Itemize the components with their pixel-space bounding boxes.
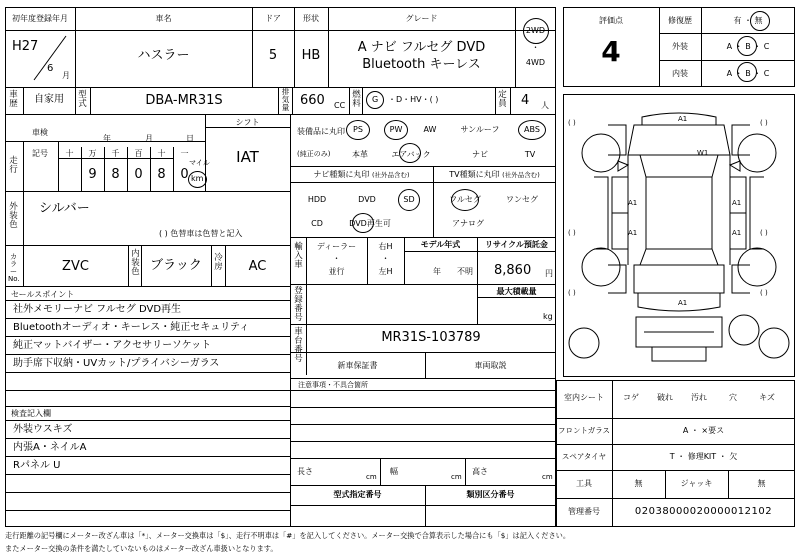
model-year-year: 年 (433, 267, 441, 276)
interior-value: A ・ B ・ C (726, 69, 770, 78)
capacity-value: 4 (521, 93, 530, 108)
inspection-label: 車検 (32, 128, 48, 137)
mark-windshield: W1 (697, 149, 709, 157)
inspector-line-1: 外装ウスキズ (13, 424, 73, 435)
control-value: 02038000020000012102 (634, 506, 773, 517)
equip-airbag: エアバック (391, 150, 431, 159)
mileage-digit-3: 0 (134, 167, 143, 182)
equip-sunroof: サンルーフ (460, 125, 500, 134)
car-manual: 車両取説 (474, 361, 507, 370)
car-name: ハスラー (137, 48, 190, 63)
max-load-unit: kg (543, 312, 553, 321)
mark-front-bumper: A1 (678, 115, 688, 123)
import-parallel: 並行 (328, 267, 345, 276)
mileage-digit-2: 8 (111, 167, 120, 182)
unit-ju-man: 十 (65, 149, 74, 158)
max-load-label: 最大積載量 (496, 287, 537, 296)
displacement-value: 660 (300, 93, 325, 108)
inspection-year: 年 (103, 134, 111, 143)
ac-value: AC (248, 259, 267, 274)
import-right: 右H (378, 242, 393, 251)
inspector-line-3: Rパネル U (13, 460, 61, 471)
navi-label: ナビ種類に丸印 (社外品含む) (313, 170, 410, 179)
inspector-line-2: 内張A・ネイルA (13, 442, 87, 453)
footer-line-1: 走行距離の記号欄にメーター改ざん車は「*」、メーター交換車は「$」、走行不明車は「#」を記入してください。メーター交換で合算表示した場合にも「$」は記入ください。 (5, 531, 571, 540)
bracket-ml: ( ) (568, 229, 576, 237)
capacity-label: 定員 (498, 90, 507, 109)
recycle-value: 8,860 (494, 263, 532, 278)
seat-stain: 汚れ (691, 393, 707, 402)
mileage-unit-label: マイル (189, 159, 210, 167)
cc-unit: CC (334, 101, 346, 110)
interior-label: 内装 (672, 69, 688, 78)
exterior-label: 外装 (672, 42, 688, 51)
navi-dvd-play: DVD再生可 (349, 219, 391, 228)
shape-value: HB (301, 48, 321, 63)
glass-value: A ・ ×要ス (682, 426, 725, 435)
tools-label: 工具 (576, 479, 592, 488)
model-value: DBA-MR31S (145, 93, 223, 108)
seat-label: 室内シート (564, 393, 604, 402)
seat-scratch: キズ (759, 393, 775, 402)
ac-label: 冷房 (214, 253, 223, 272)
interior-color-label: 内装色 (131, 249, 140, 277)
car-name-label: 車名 (155, 14, 172, 23)
interior-color-value: ブラック (150, 258, 202, 273)
model-year-unknown: 不明 (457, 267, 473, 276)
grade-line1: A ナビ フルセグ DVD (357, 40, 486, 55)
grade-label: グレード (405, 14, 438, 23)
tv-label: TV種類に丸印 (社外品含む) (449, 170, 540, 179)
navi-dvd: DVD (358, 195, 376, 204)
bracket-bl: ( ) (568, 289, 576, 297)
equip-abs: ABS (524, 125, 540, 134)
inspector-label: 検査記入欄 (11, 409, 51, 418)
glass-label: フロントガラス (557, 426, 611, 435)
equipment-label: 装備品に丸印 (297, 127, 345, 136)
mileage-sign-label: 記号 (32, 149, 48, 158)
height-label: 高さ (472, 467, 488, 476)
mileage-digit-5: 0 (180, 167, 189, 182)
bracket-br: ( ) (760, 289, 768, 297)
control-label: 管理番号 (568, 507, 600, 516)
color-no-label: カラーNo. (8, 253, 20, 284)
exterior-value: A ・ B ・ C (726, 42, 770, 51)
seat-tear: 破れ (657, 393, 673, 402)
length-label: 長さ (297, 467, 313, 476)
chassis-label: 車台番号 (294, 327, 303, 364)
equip-navi: ナビ (472, 150, 488, 159)
chassis-value: MR31S-103789 (381, 330, 481, 345)
equipment-sub: (純正のみ) (297, 150, 331, 158)
navi-sd: SD (403, 195, 415, 204)
equip-leather: 本革 (352, 150, 368, 159)
drive-dot: ・ (531, 43, 540, 52)
spare-value: T ・ 修理KIT ・ 欠 (669, 452, 738, 461)
history-value: 有 ・ 無 (733, 16, 763, 25)
km-unit: km (191, 174, 204, 183)
tv-fullseg: フルセグ (449, 195, 481, 204)
era-year: H27 (12, 39, 39, 54)
mileage-digit-1: 9 (88, 167, 97, 182)
navi-cd: CD (311, 219, 323, 228)
inspection-month: 月 (145, 134, 153, 143)
reg-month-unit: 月 (62, 71, 70, 80)
spare-label: スペアタイヤ (561, 452, 607, 461)
equip-ps: PS (353, 125, 363, 134)
new-car-warranty: 新車保証書 (337, 361, 378, 370)
score-label: 評価点 (599, 16, 623, 25)
inspection-day: 日 (186, 134, 194, 143)
navi-hdd: HDD (307, 195, 327, 204)
color-value: シルバー (39, 201, 90, 216)
length-cm: cm (366, 473, 377, 481)
recycle-label: リサイクル預託金 (485, 240, 548, 249)
sales-line-4: 助手席下収納・UVカット/プライバシーガラス (13, 358, 220, 369)
unit-hyaku: 百 (134, 149, 143, 158)
displacement-label: 排気量 (281, 87, 290, 112)
tv-analog: アナログ (452, 219, 484, 228)
import-dealer: ディーラー (316, 242, 357, 251)
type-no-label: 型式指定番号 (333, 490, 382, 499)
mileage-label: 走行 (9, 156, 18, 175)
color-label: 外装色 (9, 202, 18, 230)
tools-value: 無 (634, 479, 643, 488)
width-cm: cm (451, 473, 462, 481)
equip-aw: AW (423, 125, 437, 134)
fuel-circled: G (372, 95, 379, 104)
shape-label: 形状 (303, 14, 319, 23)
drive-2wd: 2WD (525, 26, 546, 35)
registration-label: 登録番号 (294, 286, 303, 323)
import-dot-2: ・ (381, 254, 390, 263)
jack-label: ジャッキ (680, 479, 713, 488)
equip-pw: PW (389, 125, 403, 134)
score-value: 4 (601, 35, 621, 68)
sales-line-3: 純正マットバイザー・アクセサリーソケット (13, 340, 212, 351)
usage-value: 自家用 (34, 94, 64, 105)
drive-4wd: 4WD (525, 58, 546, 67)
equip-tv: TV (524, 150, 536, 159)
doors-label: ドア (265, 14, 281, 23)
tv-oneseg: ワンセグ (506, 195, 538, 204)
width-label: 幅 (390, 467, 398, 476)
mark-left-rear-door: A1 (628, 229, 638, 237)
seat-hole: 穴 (729, 393, 737, 402)
remarks-label: 注意事項・不具合箇所 (298, 381, 368, 389)
grade-line2: Bluetooth キーレス (362, 57, 481, 72)
bracket-mr: ( ) (760, 229, 768, 237)
bracket-tr: ( ) (760, 119, 768, 127)
fuel-options: ・D・HV・( ) (388, 95, 439, 104)
reg-month: 6 (47, 63, 54, 74)
mark-right-front-door: A1 (732, 199, 742, 207)
capacity-unit: 人 (541, 101, 549, 110)
model-label: 型式 (78, 90, 87, 109)
footer-line-2: またメーター交換の条件を満たしていないものはメーター改ざん車扱いとなります。 (5, 544, 278, 553)
model-year-label: モデル年式 (420, 240, 461, 249)
class-no-label: 類別区分番号 (466, 490, 515, 499)
jack-value: 無 (757, 479, 766, 488)
doors-value: 5 (268, 48, 278, 63)
mark-rear: A1 (678, 299, 688, 307)
unit-ju: 十 (157, 149, 166, 158)
import-left: 左H (378, 267, 393, 276)
reg-year-label: 初年度登録年月 (12, 14, 68, 23)
fuel-label: 燃料 (352, 90, 361, 109)
seat-burn: コゲ (623, 393, 639, 402)
shift-value: IAT (236, 148, 259, 166)
unit-man: 万 (88, 149, 97, 158)
recycle-unit: 円 (545, 269, 553, 278)
sales-line-2: Bluetoothオーディオ・キーレス・純正セキュリティ (13, 322, 250, 333)
shift-label: シフト (235, 118, 260, 127)
mark-left-front-door: A1 (628, 199, 638, 207)
sales-line-1: 社外メモリーナビ フルセグ DVD再生 (13, 304, 182, 315)
bracket-tl: ( ) (568, 119, 576, 127)
unit-ichi: 一 (180, 149, 189, 158)
height-cm: cm (542, 473, 553, 481)
mileage-digit-4: 8 (157, 167, 166, 182)
unit-sen: 千 (111, 149, 120, 158)
import-dot: ・ (332, 254, 341, 263)
color-note: ( ) 色替車は色替と記入 (159, 229, 243, 238)
import-label: 輸入車 (294, 242, 303, 270)
mark-right-rear-door: A1 (732, 229, 742, 237)
color-no-value: ZVC (62, 259, 89, 274)
usage-label: 車歴 (9, 90, 18, 109)
history-label: 修復歴 (668, 16, 692, 25)
sales-label: セールスポイント (11, 290, 75, 299)
